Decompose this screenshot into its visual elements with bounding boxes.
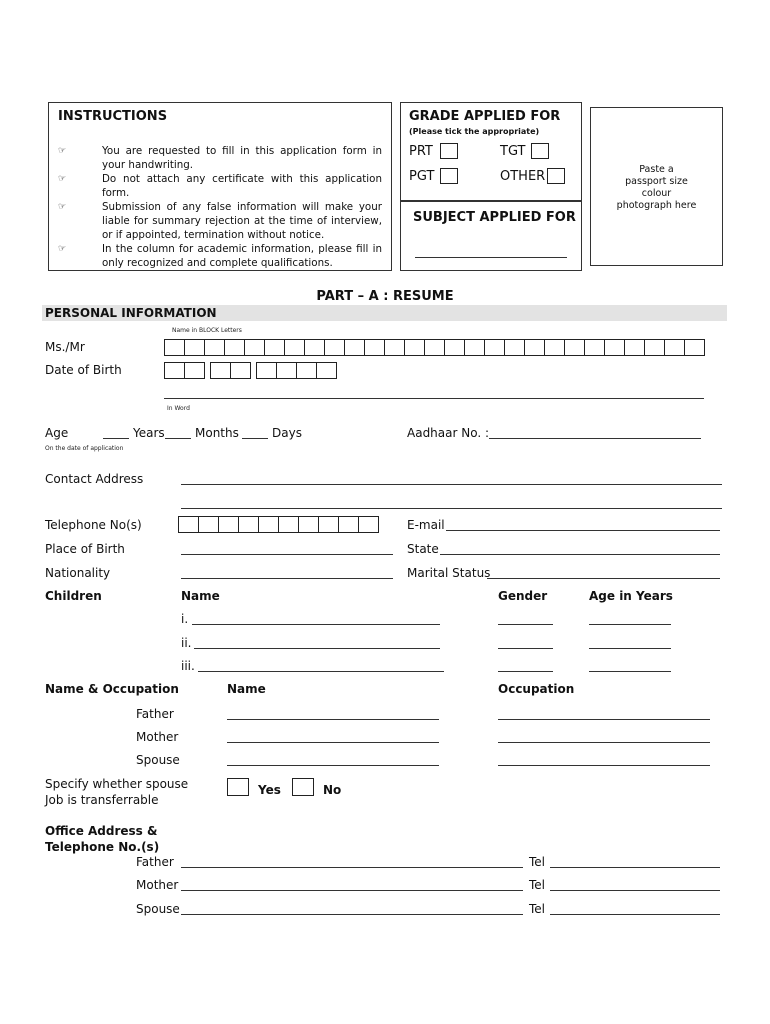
office-mother-address-input[interactable] — [181, 890, 523, 891]
name-letter-box[interactable] — [324, 339, 345, 356]
place-of-birth-input[interactable] — [181, 554, 393, 555]
telephone-label: Telephone No(s) — [45, 518, 142, 532]
grade-option-tgt: TGT — [500, 144, 526, 159]
child-row-1-label: i. — [181, 612, 189, 626]
pointing-hand-icon: ☞ — [58, 174, 67, 184]
occupation-mother-label: Mother — [136, 730, 179, 744]
name-letter-box[interactable] — [564, 339, 585, 356]
contact-address-input-2[interactable] — [181, 508, 722, 509]
dob-label: Date of Birth — [45, 363, 122, 377]
grade-note: (Please tick the appropriate) — [409, 127, 540, 136]
telephone-digit-box[interactable] — [178, 516, 199, 533]
office-spouse-address-input[interactable] — [181, 914, 523, 915]
marital-status-label: Marital Status — [407, 566, 491, 580]
children-name-header: Name — [181, 589, 220, 603]
child-1-name-input[interactable] — [192, 624, 440, 625]
pointing-hand-icon: ☞ — [58, 244, 67, 254]
occupation-spouse-label: Spouse — [136, 753, 180, 767]
pgt-checkbox[interactable] — [440, 168, 458, 184]
yes-label: Yes — [258, 783, 281, 797]
mother-name-input[interactable] — [227, 742, 439, 743]
aadhaar-input[interactable] — [489, 438, 701, 439]
months-label: Months — [195, 426, 239, 440]
father-occupation-input[interactable] — [498, 719, 710, 720]
office-address-label: Office Address & Telephone No.(s) — [45, 824, 160, 854]
aadhaar-label: Aadhaar No. : — [407, 426, 490, 440]
telephone-digit-box[interactable] — [318, 516, 339, 533]
name-letter-box[interactable] — [664, 339, 685, 356]
name-letter-box[interactable] — [404, 339, 425, 356]
child-1-gender-input[interactable] — [498, 624, 553, 625]
marital-status-input[interactable] — [487, 578, 720, 579]
child-1-age-input[interactable] — [589, 624, 671, 625]
name-letter-box[interactable] — [164, 339, 185, 356]
nationality-label: Nationality — [45, 566, 111, 580]
telephone-digit-box[interactable] — [338, 516, 359, 533]
dob-day-boxes[interactable] — [164, 362, 204, 379]
subject-input[interactable] — [415, 257, 567, 258]
pointing-hand-icon: ☞ — [58, 202, 67, 212]
grade-option-pgt: PGT — [409, 169, 435, 184]
age-months-input[interactable] — [165, 438, 191, 439]
instruction-item: ☞ You are requested to fill in this application form in your handwriting. — [58, 145, 382, 171]
occupation-name-header: Name — [227, 682, 266, 696]
dob-year-boxes[interactable] — [256, 362, 336, 379]
name-letter-box[interactable] — [264, 339, 285, 356]
child-2-name-input[interactable] — [194, 648, 440, 649]
name-label: Ms./Mr — [45, 340, 85, 354]
father-name-input[interactable] — [227, 719, 439, 720]
name-letter-box[interactable] — [464, 339, 485, 356]
telephone-digit-box[interactable] — [358, 516, 379, 533]
nationality-input[interactable] — [181, 578, 393, 579]
occupation-occ-header: Occupation — [498, 682, 575, 696]
name-letter-box[interactable] — [344, 339, 365, 356]
grade-heading: GRADE APPLIED FOR — [409, 109, 561, 124]
child-2-age-input[interactable] — [589, 648, 671, 649]
name-letter-box[interactable] — [604, 339, 625, 356]
name-letter-box[interactable] — [444, 339, 465, 356]
name-letter-box[interactable] — [504, 339, 525, 356]
contact-address-input-1[interactable] — [181, 484, 722, 485]
office-spouse-tel-input[interactable] — [550, 914, 720, 915]
telephone-digit-box[interactable] — [198, 516, 219, 533]
office-mother-tel-label: Tel — [529, 878, 546, 892]
children-age-header: Age in Years — [589, 589, 673, 603]
grade-option-prt: PRT — [409, 144, 433, 159]
other-checkbox[interactable] — [547, 168, 565, 184]
name-letter-box[interactable] — [624, 339, 645, 356]
age-hint: On the date of application — [45, 445, 124, 452]
name-letter-box[interactable] — [644, 339, 665, 356]
occupation-father-label: Father — [136, 707, 174, 721]
telephone-digit-box[interactable] — [278, 516, 299, 533]
child-row-2-label: ii. — [181, 636, 192, 650]
children-label: Children — [45, 589, 102, 603]
no-checkbox[interactable] — [292, 778, 314, 796]
personal-info-heading: PERSONAL INFORMATION — [45, 306, 217, 320]
office-spouse-label: Spouse — [136, 902, 180, 916]
name-hint: Name in BLOCK Letters — [172, 327, 242, 334]
children-gender-header: Gender — [498, 589, 548, 603]
email-label: E-mail — [407, 518, 445, 532]
child-3-age-input[interactable] — [589, 671, 671, 672]
name-letter-box[interactable] — [484, 339, 505, 356]
name-letter-box[interactable] — [544, 339, 565, 356]
child-3-name-input[interactable] — [198, 671, 444, 672]
state-input[interactable] — [440, 554, 720, 555]
age-years-input[interactable] — [103, 438, 129, 439]
name-letter-box[interactable] — [224, 339, 245, 356]
name-letter-box[interactable] — [424, 339, 445, 356]
child-2-gender-input[interactable] — [498, 648, 553, 649]
photo-instructions: Paste a passport size colour photograph here — [616, 164, 697, 211]
contact-address-label: Contact Address — [45, 472, 144, 486]
office-mother-tel-input[interactable] — [550, 890, 720, 891]
part-title: PART – A : RESUME — [316, 289, 454, 304]
instruction-item: ☞ Submission of any false information will make your liable for summary rejection at the time of interview, or if appointed, termination without notice. — [58, 201, 382, 241]
telephone-digit-box[interactable] — [218, 516, 239, 533]
office-spouse-tel-label: Tel — [529, 902, 546, 916]
name-letter-box[interactable] — [684, 339, 705, 356]
office-father-tel-label: Tel — [529, 855, 546, 869]
email-input[interactable] — [446, 530, 720, 531]
age-days-input[interactable] — [242, 438, 268, 439]
spouse-name-input[interactable] — [227, 765, 439, 766]
in-word-label: In Word — [167, 405, 190, 412]
office-father-label: Father — [136, 855, 174, 869]
telephone-digit-box[interactable] — [258, 516, 279, 533]
office-father-tel-input[interactable] — [550, 867, 720, 868]
spouse-occupation-input[interactable] — [498, 765, 710, 766]
pointing-hand-icon: ☞ — [58, 146, 67, 156]
dob-in-word-input[interactable] — [164, 398, 704, 399]
occupation-label: Name & Occupation — [45, 682, 179, 696]
yes-checkbox[interactable] — [227, 778, 249, 796]
spouse-job-question: Specify whether spouse Job is transferrable — [45, 777, 189, 807]
grade-option-other: OTHER — [500, 169, 546, 184]
telephone-digit-box[interactable] — [298, 516, 319, 533]
child-row-3-label: iii. — [181, 659, 195, 673]
name-letter-box[interactable] — [244, 339, 265, 356]
years-label: Years — [133, 426, 165, 440]
office-mother-label: Mother — [136, 878, 179, 892]
name-letter-box[interactable] — [204, 339, 225, 356]
mother-occupation-input[interactable] — [498, 742, 710, 743]
office-father-address-input[interactable] — [181, 867, 523, 868]
subject-heading: SUBJECT APPLIED FOR — [413, 210, 576, 225]
place-of-birth-label: Place of Birth — [45, 542, 125, 556]
name-letter-boxes[interactable] — [164, 339, 704, 356]
name-letter-box[interactable] — [524, 339, 545, 356]
dob-month-boxes[interactable] — [210, 362, 250, 379]
telephone-digit-boxes[interactable] — [178, 516, 378, 533]
days-label: Days — [272, 426, 302, 440]
tgt-checkbox[interactable] — [531, 143, 549, 159]
instructions-heading: INSTRUCTIONS — [58, 109, 168, 124]
state-label: State — [407, 542, 439, 556]
name-letter-box[interactable] — [384, 339, 405, 356]
instructions-list — [58, 144, 382, 270]
no-label: No — [323, 783, 342, 797]
name-letter-box[interactable] — [304, 339, 325, 356]
name-letter-box[interactable] — [364, 339, 385, 356]
instruction-item: ☞ Do not attach any certificate with this application form. — [58, 173, 382, 199]
age-label: Age — [45, 426, 69, 440]
name-letter-box[interactable] — [184, 339, 205, 356]
name-letter-box[interactable] — [284, 339, 305, 356]
telephone-digit-box[interactable] — [238, 516, 259, 533]
child-3-gender-input[interactable] — [498, 671, 553, 672]
prt-checkbox[interactable] — [440, 143, 458, 159]
instruction-item: ☞ In the column for academic information, please fill in only recognized and complete qualifications. — [58, 243, 382, 269]
name-letter-box[interactable] — [584, 339, 605, 356]
